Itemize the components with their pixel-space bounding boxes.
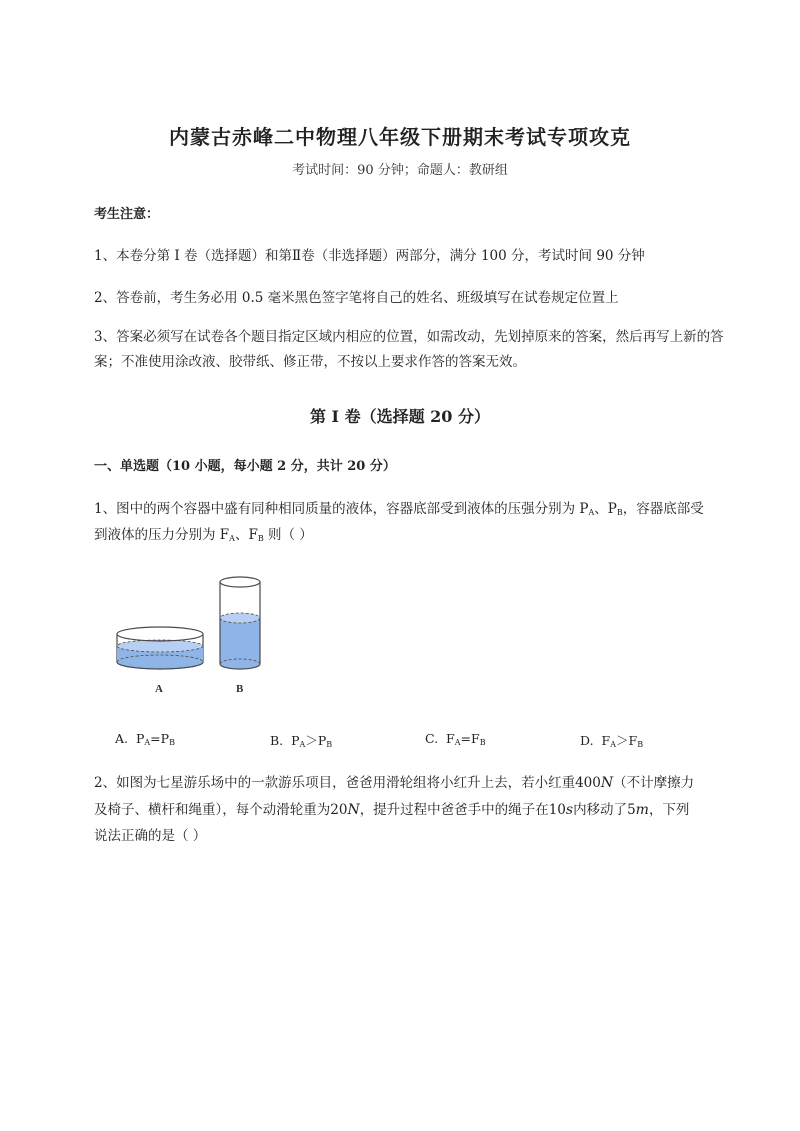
q2-line-3: 说法正确的是（ ） — [94, 828, 207, 844]
container-b — [220, 577, 260, 669]
notice-item-1: 1、本卷分第 I 卷（选择题）和第Ⅱ卷（非选择题）两部分，满分 100 分，考试时间 90 分钟 — [94, 248, 645, 264]
q1-line-2: 到液体的压力分别为 $F_A$、$F_B$ 则（ ） — [94, 527, 313, 543]
q1-option-a[interactable]: A. $P_A=P_B$ — [115, 731, 175, 747]
notice-heading: 考生注意： — [94, 207, 160, 222]
section-title: 第 I 卷（选择题 20 分） — [309, 407, 491, 426]
containers-diagram — [108, 572, 278, 702]
q2-line-2: 及椅子、横杆和绳重），每个动滑轮重为20N，提升过程中爸爸手中的绳子在10s内移动了5m，下列 — [94, 802, 690, 818]
q1-option-c[interactable]: C. $F_A=F_B$ — [425, 731, 486, 747]
label-b: B — [236, 683, 244, 695]
exam-subtitle: 考试时间：90 分钟；命题人：教研组 — [292, 163, 508, 178]
q2-line-1: 2、如图为七星游乐场中的一款游乐项目，爸爸用滑轮组将小红升上去，若小红重400N（不计摩擦力 — [94, 775, 695, 791]
q1-option-d[interactable]: D. $F_A>F_B$ — [580, 733, 644, 749]
exam-title: 内蒙古赤峰二中物理八年级下册期末考试专项攻克 — [169, 125, 631, 149]
part-heading: 一、单选题（10 小题，每小题 2 分，共计 20 分） — [94, 459, 396, 474]
notice-item-2: 2、答卷前，考生务必用 0.5 毫米黑色签字笔将自己的姓名、班级填写在试卷规定位置上 — [94, 290, 619, 306]
q1-option-b[interactable]: B. $P_A>P_B$ — [270, 733, 333, 749]
containers-figure — [108, 572, 278, 702]
notice-item-3: 3、答案必须写在试卷各个题目指定区域内相应的位置，如需改动，先划掉原来的答案，然后再写上新的答案；不准使用涂改液、胶带纸、修正带，不按以上要求作答的答案无效。 — [94, 329, 724, 370]
container-a — [117, 627, 203, 669]
q1-line-1: 1、图中的两个容器中盛有同种相同质量的液体，容器底部受到液体的压强分别为 $P_A$、$P_B$，容器底部受 — [94, 501, 704, 517]
label-a: A — [155, 683, 163, 695]
